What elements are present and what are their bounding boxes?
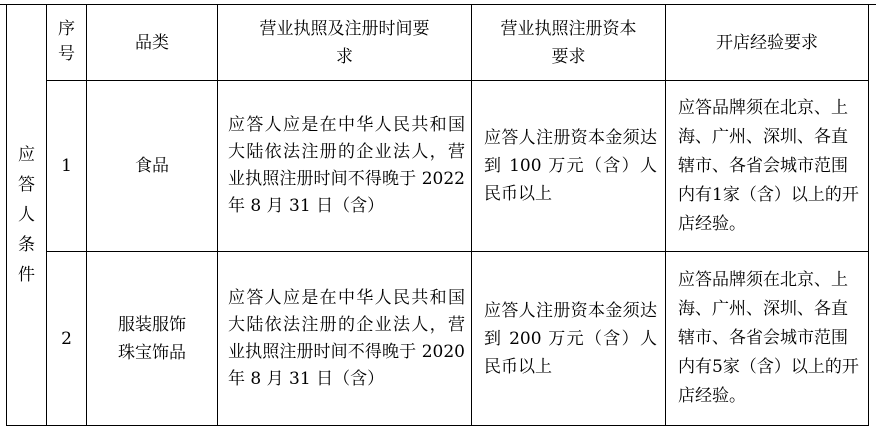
header-seq — [47, 5, 87, 81]
side-label-char: 应 — [18, 145, 35, 165]
header-category: 品类 — [87, 5, 218, 81]
row-capital-requirement: 应答人注册资本金须达到 200 万元（含）人民币以上 — [472, 252, 666, 426]
table-row — [7, 252, 869, 426]
row-license-requirement: 应答人应是在中华人民共和国大陆依法注册的企业法人，营业执照注册时间不得晚于 2020 年 8 月 31 日（含） — [218, 252, 472, 426]
row-capital-requirement: 应答人注册资本金须达到 100 万元（含）人民币以上 — [472, 81, 666, 252]
row-category: 服装服饰珠宝饰品 — [87, 252, 218, 426]
side-label-char: 条 — [18, 235, 35, 255]
header-row — [7, 5, 869, 81]
respondent-conditions-table — [6, 4, 869, 426]
row-experience-requirement: 应答品牌须在北京、上海、广州、深圳、各直辖市、各省会城市范围内有5家（含）以上的开店经验。 — [666, 252, 869, 426]
row-category: 食品 — [87, 81, 218, 252]
header-seq-text: 序号 — [58, 19, 75, 64]
header-license: 营业执照及注册时间要求 — [218, 5, 472, 81]
respondent-conditions-label — [7, 5, 47, 426]
table-row — [7, 81, 869, 252]
side-label-char: 件 — [18, 265, 35, 285]
row-seq: 1 — [47, 81, 87, 252]
header-capital: 营业执照注册资本要求 — [472, 5, 666, 81]
row-license-requirement: 应答人应是在中华人民共和国大陆依法注册的企业法人，营业执照注册时间不得晚于 2022 年 8 月 31 日（含） — [218, 81, 472, 252]
row-seq: 2 — [47, 252, 87, 426]
row-experience-requirement: 应答品牌须在北京、上海、广州、深圳、各直辖市、各省会城市范围内有1家（含）以上的开店经验。 — [666, 81, 869, 252]
header-experience: 开店经验要求 — [666, 5, 869, 81]
side-label-char: 答 — [18, 175, 35, 195]
side-label-char: 人 — [18, 205, 35, 225]
